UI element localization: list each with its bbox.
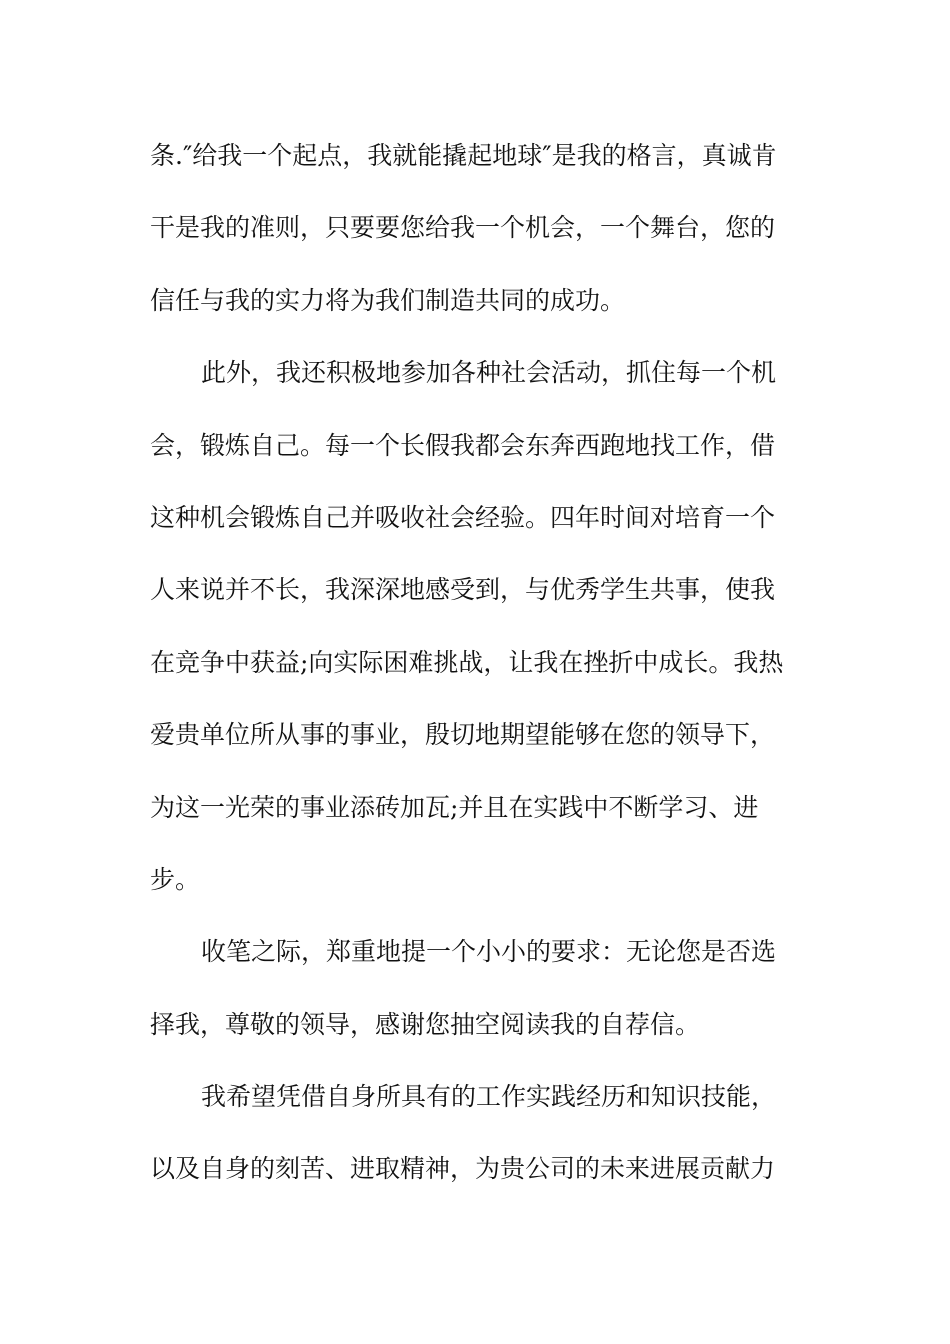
paragraph-first-line: 此外，我还积极地参加各种社会活动，抓住每一个机 [201,358,777,388]
text-line: 择我，尊敬的领导，感谢您抽空阅读我的自荐信。 [150,1009,701,1039]
text-line: 以及自身的刻苦、进取精神，为贵公司的未来进展贡献力 [150,1154,776,1184]
text-line: 步。 [150,864,201,894]
text-line: 条.″给我一个起点，我就能撬起地球″是我的格言，真诚肯 [150,141,777,170]
paragraph-first-line: 收笔之际，郑重地提一个小小的要求：无论您是否选 [201,937,777,967]
text-line: 干是我的准则，只要要您给我一个机会，一个舞台，您的 [150,213,776,243]
text-line: 人来说并不长，我深深地感受到，与优秀学生共事，使我 [150,575,776,605]
paragraph-first-line: 我希望凭借自身所具有的工作实践经历和知识技能， [201,1082,777,1112]
text-line: 信任与我的实力将为我们制造共同的成功。 [150,285,626,315]
text-line: 爱贵单位所从事的事业，殷切地期望能够在您的领导下， [150,720,776,750]
text-line: 会，锻炼自己。每一个长假我都会东奔西跑地找工作，借 [150,430,776,460]
text-line: 这种机会锻炼自己并吸收社会经验。四年时间对培育一个 [150,502,776,532]
text-line: 在竞争中获益;向实际困难挑战，让我在挫折中成长。我热 [150,647,784,677]
text-line: 为这一光荣的事业添砖加瓦;并且在实践中不断学习、进 [150,792,759,822]
document-body [150,126,810,1212]
